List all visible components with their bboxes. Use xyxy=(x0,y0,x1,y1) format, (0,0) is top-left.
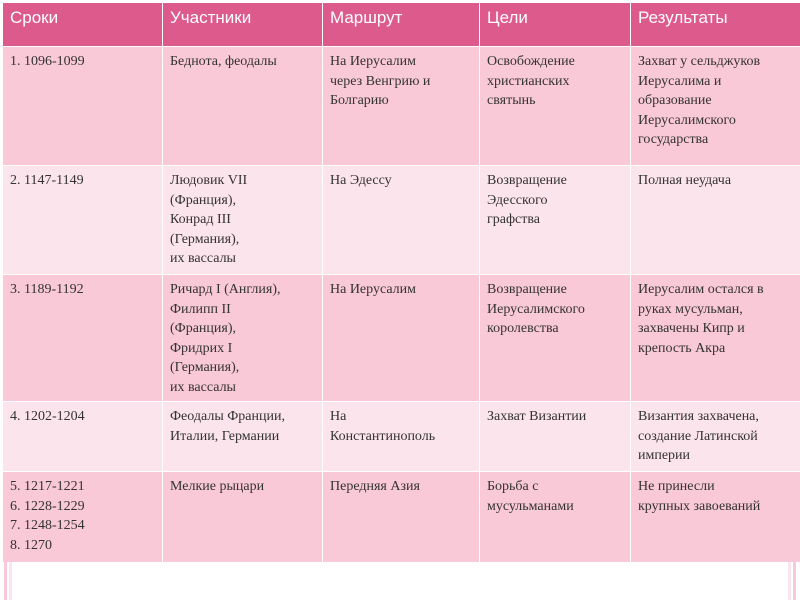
decorative-stripe xyxy=(4,562,7,600)
cell-results: Иерусалим остался в руках мусульман, захвачены Кипр и крепость Акра xyxy=(631,275,800,402)
header-participants: Участники xyxy=(163,3,323,47)
cell-participants: Людовик VII (Франция), Конрад III (Германия), их вассалы xyxy=(163,166,323,275)
cell-route: На Константинополь xyxy=(323,402,480,472)
decorative-stripe xyxy=(793,562,796,600)
cell-period: 5. 1217-1221 6. 1228-1229 7. 1248-1254 8. 1270 xyxy=(3,472,163,563)
cell-participants: Ричард I (Англия), Филипп II (Франция), Фридрих I (Германия), их вассалы xyxy=(163,275,323,402)
table-row xyxy=(3,275,800,402)
header-results: Результаты xyxy=(631,3,800,47)
cell-period: 2. 1147-1149 xyxy=(3,166,163,275)
cell-route: Передняя Азия xyxy=(323,472,480,563)
decorative-stripe xyxy=(9,562,12,600)
cell-goals: Борьба с мусульманами xyxy=(480,472,631,563)
table-row xyxy=(3,166,800,275)
table-header-row xyxy=(3,3,800,47)
cell-period: 3. 1189-1192 xyxy=(3,275,163,402)
cell-route: На Иерусалим через Венгрию и Болгарию xyxy=(323,47,480,166)
table-row xyxy=(3,472,800,563)
cell-results: Не принесли крупных завоеваний xyxy=(631,472,800,563)
cell-goals: Возвращение Эдесского графства xyxy=(480,166,631,275)
cell-route: На Иерусалим xyxy=(323,275,480,402)
cell-period: 4. 1202-1204 xyxy=(3,402,163,472)
table-row xyxy=(3,47,800,166)
cell-route: На Эдессу xyxy=(323,166,480,275)
cell-goals: Освобождение христианских святынь xyxy=(480,47,631,166)
cell-results: Захват у сельджуков Иерусалима и образование Иерусалимского государства xyxy=(631,47,800,166)
cell-participants: Мелкие рыцари xyxy=(163,472,323,563)
cell-participants: Беднота, феодалы xyxy=(163,47,323,166)
cell-results: Византия захвачена, создание Латинской империи xyxy=(631,402,800,472)
header-route: Маршрут xyxy=(323,3,480,47)
crusades-table xyxy=(2,2,800,563)
header-goals: Цели xyxy=(480,3,631,47)
header-period: Сроки xyxy=(3,3,163,47)
cell-goals: Возвращение Иерусалимского королевства xyxy=(480,275,631,402)
cell-period: 1. 1096-1099 xyxy=(3,47,163,166)
cell-participants: Феодалы Франции, Италии, Германии xyxy=(163,402,323,472)
cell-results: Полная неудача xyxy=(631,166,800,275)
cell-goals: Захват Византии xyxy=(480,402,631,472)
table-row xyxy=(3,402,800,472)
decorative-stripe xyxy=(788,562,791,600)
